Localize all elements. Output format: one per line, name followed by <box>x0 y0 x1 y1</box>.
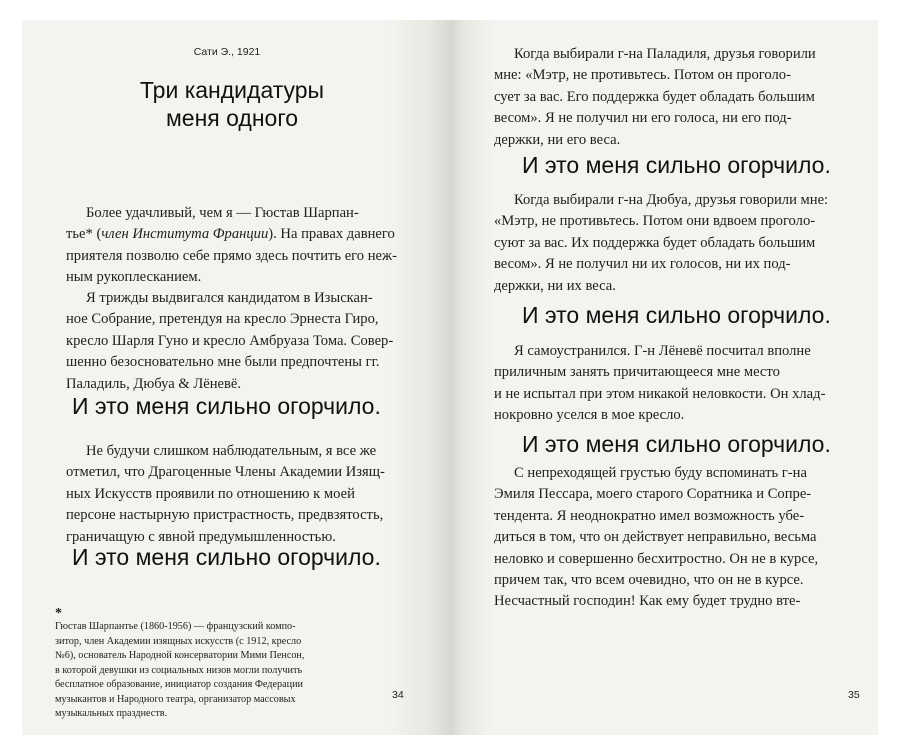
footnote-line: Гюстав Шарпантье (1860-1956) — французский компо- <box>55 621 296 632</box>
text-line: С непреходящей грустью буду вспоминать г-на <box>514 465 807 481</box>
refrain-line: И это меня сильно огорчило. <box>522 302 831 328</box>
refrain-line: И это меня сильно огорчило. <box>522 152 831 178</box>
text-line <box>66 224 397 245</box>
text-line: кресло Шарля Гуно и кресло Амбруаза Тома. Совер- <box>66 332 394 349</box>
text-line: Более удачливый, чем я — Гюстав Шарпан- <box>86 205 359 221</box>
text-fragment: тье* ( <box>66 226 102 243</box>
text-line: Когда выбирали г-на Паладиля, друзья говорили <box>514 46 816 62</box>
text-line: Паладиль, Дюбуа & Лёневё. <box>66 375 242 392</box>
footnote-line: в которой девушки из социальных низов могли получить <box>55 664 303 676</box>
footnote-line: музыкальных празднеств. <box>55 708 168 719</box>
text-line: ных Искусств проявили по отношению к моей <box>66 485 355 502</box>
paragraph-3 <box>494 341 825 427</box>
text-line: весом». Я не получил ни их голосов, ни их под- <box>494 256 791 273</box>
text-line: Когда выбирали г-на Дюбуа, друзья говорили мне: <box>514 192 829 208</box>
text-line: шенно безосновательно мне были предпочтены гг. <box>66 354 380 371</box>
paragraph-1 <box>66 203 397 289</box>
text-line: граничащую с явной предумышленностью. <box>66 528 336 545</box>
footnote-line: №6), основатель Народной консерватории Мими Пенсон, <box>55 650 305 661</box>
paragraph-4 <box>494 463 818 613</box>
text-line: персоне настырную пристрастность, предвзятость, <box>66 507 384 524</box>
refrain-line: И это меня сильно огорчило. <box>522 431 831 457</box>
text-line: и не испытал при этом никакой неловкости. Он хлад- <box>494 385 826 402</box>
footnote-mark: * <box>55 606 62 621</box>
text-line: диться в том, что он действует неправильно, весьма <box>494 529 817 546</box>
footnote-line: музыкантов и Народного театра, организатор массовых <box>55 693 296 705</box>
text-line: держки, ни его веса. <box>494 131 621 148</box>
footnote <box>55 620 304 722</box>
text-line: отметил, что Драгоценные Члены Академии Изящ- <box>66 464 385 481</box>
text-line: Несчастный господин! Как ему будет трудно вте- <box>494 593 801 610</box>
refrain-line: И это меня сильно огорчило. <box>72 393 381 419</box>
running-header: Сати Э., 1921 <box>193 46 261 58</box>
paragraph-1 <box>494 44 816 151</box>
text-line: нокровно уселся в мое кресло. <box>494 407 685 424</box>
chapter-title-line: Три кандидатуры <box>139 77 325 103</box>
book-spread <box>22 20 878 735</box>
italic-fragment: член Института Франции <box>101 226 269 243</box>
page-number: 34 <box>392 689 404 701</box>
paragraph-2 <box>66 288 393 395</box>
paragraph-3 <box>66 441 385 548</box>
text-line: суют за вас. Их поддержка будет обладать большим <box>494 234 816 251</box>
footnote-line: бесплатное образование, инициатор создания Федерации <box>55 679 303 690</box>
text-line: «Мэтр, не противьтесь. Потом они вдвоем проголо- <box>494 213 816 230</box>
text-line: приятеля позволю себе прямо здесь почтить его неж- <box>66 247 397 264</box>
text-line: приличным занять причитающееся мне место <box>494 364 780 381</box>
right-page <box>450 20 878 735</box>
text-line: ным рукоплесканием. <box>66 269 202 286</box>
text-line: причем так, что всем очевидно, что он не в курсе. <box>494 572 804 589</box>
refrain-line: И это меня сильно огорчило. <box>72 544 381 570</box>
text-line: Не будучи слишком наблюдательным, я все же <box>86 443 377 459</box>
left-page <box>22 20 450 735</box>
text-line: держки, ни их веса. <box>494 277 616 294</box>
text-line: мне: «Мэтр, не противьтесь. Потом он проголо- <box>494 67 791 84</box>
text-line: Я трижды выдвигался кандидатом в Изыскан- <box>86 290 373 306</box>
chapter-title <box>62 76 402 132</box>
chapter-title-line: меня одного <box>165 105 299 131</box>
text-line: тендента. Я неоднократно имел возможность убе- <box>494 507 805 524</box>
text-line: Я самоустранился. Г-н Лёневё посчитал вполне <box>514 343 811 359</box>
text-line: неловко и совершенно бесхитростно. Он не в курсе, <box>494 550 819 567</box>
text-line: Эмиля Пессара, моего старого Соратника и Сопре- <box>494 486 812 503</box>
text-line: ное Собрание, претендуя на кресло Эрнеста Гиро, <box>66 311 379 328</box>
footnote-line: зитор, член Академии изящных искусств (с 1912, кресло <box>55 635 302 647</box>
text-fragment: ). На правах давнего <box>268 226 395 243</box>
paragraph-2 <box>494 190 828 297</box>
text-line: сует за вас. Его поддержка будет обладать большим <box>494 88 815 105</box>
text-line: весом». Я не получил ни его голоса, ни его под- <box>494 110 792 127</box>
page-number: 35 <box>848 689 860 701</box>
